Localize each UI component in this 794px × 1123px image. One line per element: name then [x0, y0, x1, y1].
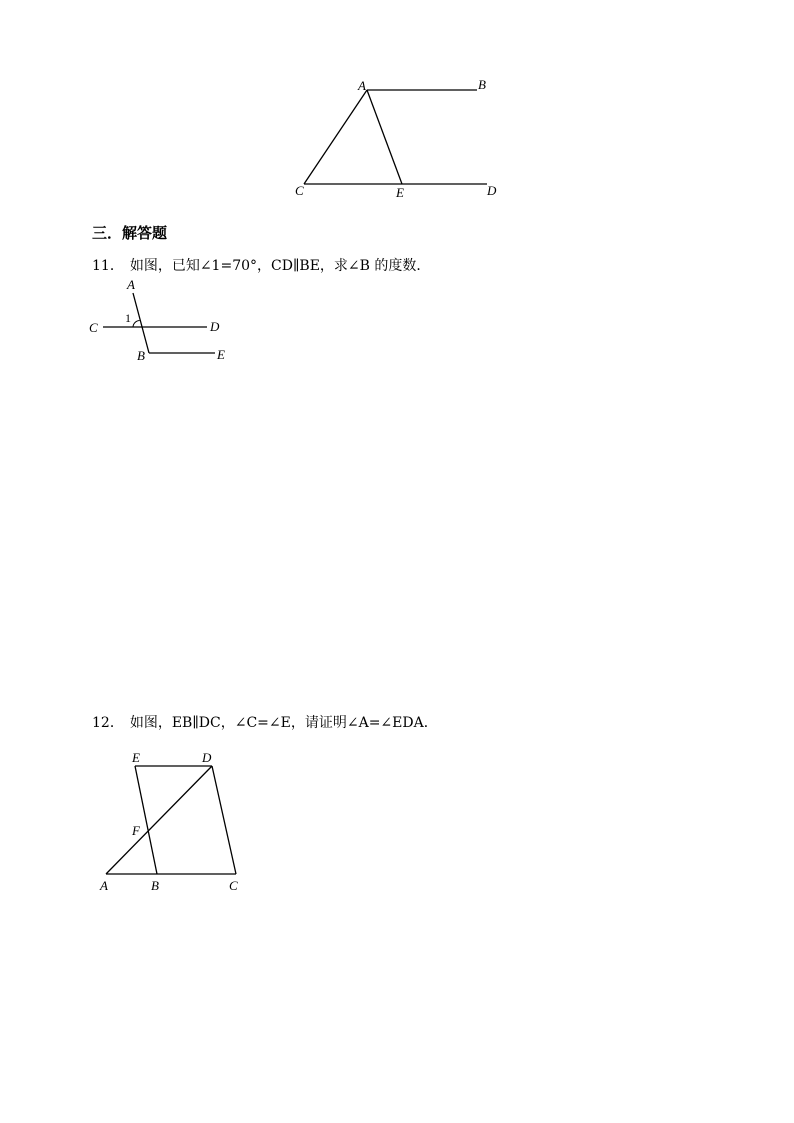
label-d: D	[487, 183, 497, 198]
label-b: B	[137, 348, 145, 363]
label-e: E	[132, 750, 140, 765]
label-a: A	[358, 78, 366, 93]
label-d: D	[202, 750, 212, 765]
label-a: A	[100, 878, 108, 893]
label-angle-1: 1	[125, 311, 131, 325]
segment-dc	[212, 766, 236, 874]
problem-11-number: 11．	[92, 258, 124, 274]
figure-triangle-parallel	[285, 70, 515, 205]
problem-12-text: 如图，EB∥DC，∠C=∠E，请证明∠A=∠EDA．	[129, 715, 438, 731]
section-title: 三．解答题	[92, 224, 168, 242]
figure-problem-12	[95, 745, 250, 900]
label-b: B	[478, 77, 486, 92]
segment-ac	[304, 90, 367, 184]
problem-11	[92, 255, 430, 275]
segment-ae	[367, 90, 402, 184]
label-c: C	[295, 183, 304, 198]
label-a: A	[127, 277, 135, 292]
label-d: D	[210, 319, 220, 334]
segment-ad	[106, 766, 212, 874]
segment-eb	[135, 766, 157, 874]
label-e: E	[217, 347, 225, 362]
problem-12-number: 12．	[92, 715, 124, 731]
figure-problem-11	[85, 275, 245, 370]
label-c: C	[229, 878, 238, 893]
transversal-ab	[133, 293, 149, 353]
label-b: B	[151, 878, 159, 893]
label-e: E	[396, 185, 404, 200]
problem-11-text: 如图，已知∠1=70°，CD∥BE，求∠B 的度数．	[129, 258, 431, 274]
angle-1-arc	[133, 321, 140, 328]
label-c: C	[89, 320, 98, 335]
problem-12	[92, 712, 438, 732]
label-f: F	[132, 823, 140, 838]
